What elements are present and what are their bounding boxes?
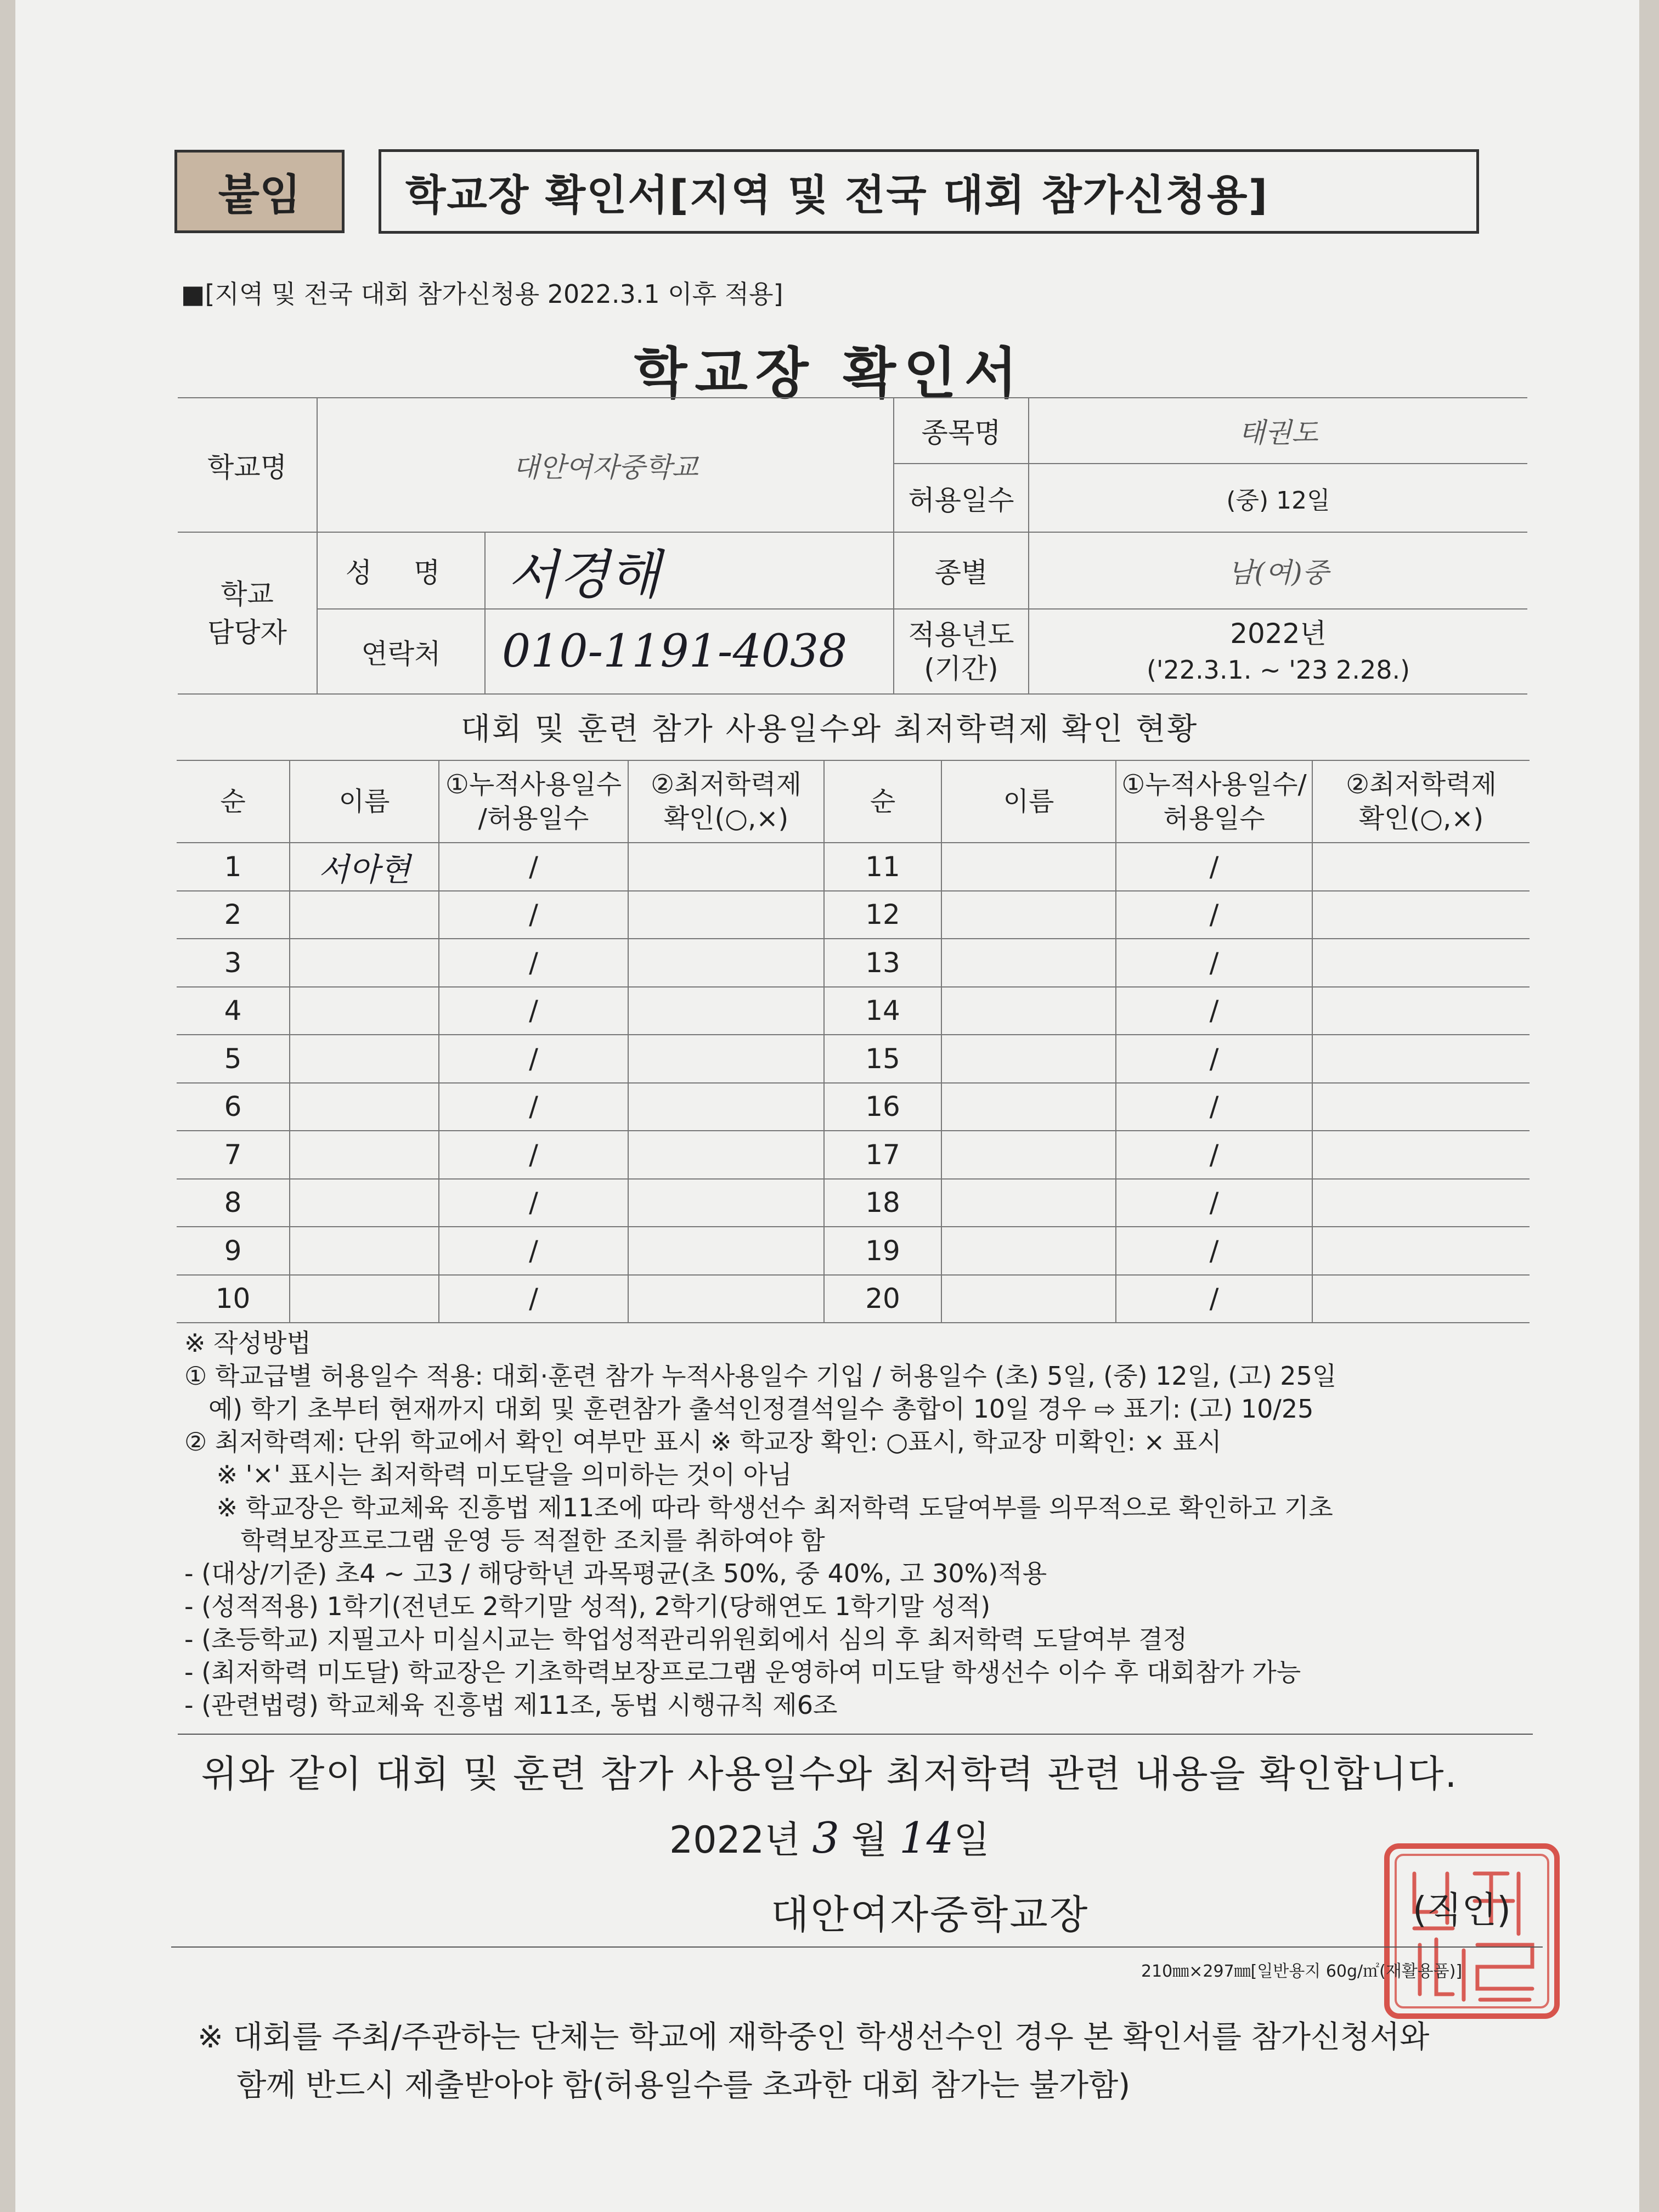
- history-cell-l-days: /: [439, 843, 628, 891]
- history-cell-l-no: 7: [177, 1131, 290, 1179]
- history-cell-l-check: [628, 843, 824, 891]
- history-cell-l-no: 2: [177, 891, 290, 939]
- allowed-days-value: (중) 12일: [1029, 464, 1527, 532]
- history-cell-l-name: [290, 939, 439, 987]
- history-cell-l-name: [290, 1275, 439, 1323]
- history-cell-r-days: /: [1116, 843, 1312, 891]
- history-cell-r-days: /: [1116, 1227, 1312, 1275]
- history-cell-r-days: /: [1116, 1179, 1312, 1227]
- manager-label: 학교 담당자: [178, 532, 317, 694]
- date-year: 2022년: [669, 1819, 800, 1862]
- event-value: 태권도: [1029, 398, 1527, 464]
- history-cell-l-days: /: [439, 987, 628, 1035]
- history-row: [177, 1227, 1530, 1275]
- instructions: [184, 1327, 1336, 1722]
- history-cell-r-no: 13: [824, 939, 941, 987]
- history-cell-r-check: [1312, 939, 1530, 987]
- history-cell-r-days: /: [1116, 1131, 1312, 1179]
- contact-label: 연락처: [317, 609, 485, 694]
- allowed-days-label: 허용일수: [894, 464, 1029, 532]
- divider: [171, 1946, 1543, 1948]
- name-label: 성 명: [317, 532, 485, 609]
- date-month: 3: [812, 1814, 840, 1863]
- history-cell-l-days: /: [439, 1275, 628, 1323]
- principal-name: 대안여자중학교장: [771, 1892, 1090, 1938]
- history-cell-r-name: [941, 1227, 1116, 1275]
- history-cell-r-name: [941, 1179, 1116, 1227]
- history-row: [177, 1083, 1530, 1131]
- instruction-line: ※ 학교장은 학교체육 진흥법 제11조에 따라 학생선수 최저학력 도달여부를 의무적으로 확인하고 기초: [184, 1493, 1333, 1522]
- history-cell-l-no: 10: [177, 1275, 290, 1323]
- history-cell-l-check: [628, 939, 824, 987]
- gender-label: 종별: [894, 532, 1029, 609]
- history-cell-l-days: /: [439, 891, 628, 939]
- history-cell-l-name: [290, 1083, 439, 1131]
- history-cell-l-no: 6: [177, 1083, 290, 1131]
- history-cell-r-days: /: [1116, 1083, 1312, 1131]
- apply-note: ■[지역 및 전국 대회 참가신청용 2022.3.1 이후 적용]: [181, 279, 783, 309]
- history-cell-l-check: [628, 1035, 824, 1083]
- footnote-line: 함께 반드시 제출받아야 함(허용일수를 초과한 대회 참가는 불가함): [198, 2068, 1131, 2103]
- history-cell-l-check: [628, 1227, 824, 1275]
- history-row: [177, 1035, 1530, 1083]
- history-cell-l-name: [290, 1035, 439, 1083]
- date-day-unit: 일: [953, 1819, 990, 1862]
- history-cell-r-check: [1312, 1035, 1530, 1083]
- history-cell-l-check: [628, 1275, 824, 1323]
- history-cell-r-check: [1312, 1083, 1530, 1131]
- instruction-line: - (성적적용) 1학기(전년도 2학기말 성적), 2학기(당해연도 1학기말 성적): [184, 1592, 991, 1621]
- history-row: [177, 891, 1530, 939]
- footnote: [198, 2013, 1429, 2110]
- history-cell-l-name: [290, 1179, 439, 1227]
- history-cell-l-no: 9: [177, 1227, 290, 1275]
- history-header-cell: 순: [824, 760, 941, 843]
- history-cell-l-check: [628, 1131, 824, 1179]
- history-cell-l-name: [290, 1131, 439, 1179]
- history-cell-r-no: 11: [824, 843, 941, 891]
- history-header-cell: 이름: [941, 760, 1116, 843]
- history-cell-l-check: [628, 1083, 824, 1131]
- history-cell-r-no: 20: [824, 1275, 941, 1323]
- history-cell-r-check: [1312, 1179, 1530, 1227]
- history-cell-l-no: 8: [177, 1179, 290, 1227]
- history-cell-r-no: 16: [824, 1083, 941, 1131]
- history-header-cell: ②최저학력제 확인(○,×): [1312, 760, 1530, 843]
- history-header-cell: ①누적사용일수 /허용일수: [439, 760, 628, 843]
- history-cell-r-check: [1312, 1275, 1530, 1323]
- history-cell-l-no: 5: [177, 1035, 290, 1083]
- history-cell-l-no: 1: [177, 843, 290, 891]
- history-cell-r-no: 17: [824, 1131, 941, 1179]
- section-title: 대회 및 훈련 참가 사용일수와 최저학력제 확인 현황: [460, 712, 1199, 747]
- instruction-line: ① 학교급별 허용일수 적용: 대회·훈련 참가 누적사용일수 기입 / 허용일수 (초) 5일, (중) 12일, (고) 25일: [184, 1361, 1337, 1391]
- history-cell-l-days: /: [439, 939, 628, 987]
- instruction-line: 예) 학기 초부터 현재까지 대회 및 훈련참가 출석인정결석일수 총합이 10일 경우 ⇨ 표기: (고) 10/25: [184, 1394, 1314, 1424]
- history-cell-r-days: /: [1116, 1275, 1312, 1323]
- history-cell-r-check: [1312, 843, 1530, 891]
- history-row: [177, 987, 1530, 1035]
- history-cell-r-days: /: [1116, 987, 1312, 1035]
- history-cell-l-days: /: [439, 1083, 628, 1131]
- history-cell-l-days: /: [439, 1179, 628, 1227]
- period-value: ('22.3.1. ~ '23 2.28.): [1146, 654, 1410, 685]
- history-cell-r-name: [941, 1275, 1116, 1323]
- confirm-statement: 위와 같이 대회 및 훈련 참가 사용일수와 최저학력 관련 내용을 확인합니다.: [201, 1753, 1458, 1796]
- contact-value: 010-1191-4038: [485, 609, 894, 694]
- history-cell-l-days: /: [439, 1131, 628, 1179]
- history-cell-r-check: [1312, 1227, 1530, 1275]
- history-cell-r-name: [941, 1035, 1116, 1083]
- history-row: [177, 1275, 1530, 1323]
- history-cell-l-name: [290, 987, 439, 1035]
- history-header-cell: 순: [177, 760, 290, 843]
- history-cell-r-days: /: [1116, 1035, 1312, 1083]
- history-cell-r-no: 12: [824, 891, 941, 939]
- history-cell-r-name: [941, 987, 1116, 1035]
- history-cell-r-check: [1312, 1131, 1530, 1179]
- history-cell-l-check: [628, 987, 824, 1035]
- history-row: [177, 843, 1530, 891]
- divider: [178, 1734, 1533, 1735]
- history-cell-r-check: [1312, 987, 1530, 1035]
- history-cell-r-no: 14: [824, 987, 941, 1035]
- school-label: 학교명: [178, 398, 317, 532]
- history-cell-r-name: [941, 891, 1116, 939]
- history-cell-r-name: [941, 939, 1116, 987]
- history-cell-l-no: 4: [177, 987, 290, 1035]
- history-row: [177, 1131, 1530, 1179]
- history-cell-l-name: [290, 891, 439, 939]
- info-table: [178, 397, 1527, 695]
- manager-name-value: 서경해: [485, 532, 894, 609]
- header-title-box: 학교장 확인서[지역 및 전국 대회 참가신청용]: [379, 149, 1479, 234]
- history-cell-l-no: 3: [177, 939, 290, 987]
- year-label: 적용년도 (기간): [894, 609, 1029, 694]
- seal-label: (직인): [1413, 1889, 1511, 1931]
- paper-spec: 210㎜×297㎜[일반용지 60g/㎡(재활용품)]: [1141, 1962, 1463, 1981]
- history-header-row: [177, 760, 1530, 843]
- instruction-line: 학력보장프로그램 운영 등 적절한 조치를 취하여야 함: [184, 1526, 825, 1555]
- date-month-unit: 월: [851, 1819, 888, 1862]
- history-cell-r-name: [941, 1131, 1116, 1179]
- event-label: 종목명: [894, 398, 1029, 464]
- history-cell-r-no: 15: [824, 1035, 941, 1083]
- history-header-cell: 이름: [290, 760, 439, 843]
- history-cell-l-days: /: [439, 1035, 628, 1083]
- history-cell-r-no: 18: [824, 1179, 941, 1227]
- year-value: 2022년: [1230, 617, 1327, 650]
- gender-value: 남(여)중: [1029, 532, 1527, 609]
- year-cell: [1029, 609, 1527, 694]
- history-cell-r-days: /: [1116, 891, 1312, 939]
- instruction-line: ※ 작성방법: [184, 1328, 311, 1358]
- history-header-cell: ②최저학력제 확인(○,×): [628, 760, 824, 843]
- history-cell-r-days: /: [1116, 939, 1312, 987]
- footnote-line: ※ 대회를 주최/주관하는 단체는 학교에 재학중인 학생선수인 경우 본 확인서를 참가신청서와: [198, 2019, 1430, 2055]
- instruction-line: - (대상/기준) 초4 ~ 고3 / 해당학년 과목평균(초 50%, 중 40%, 고 30%)적용: [184, 1559, 1047, 1588]
- instruction-line: - (최저학력 미도달) 학교장은 기초학력보장프로그램 운영하여 미도달 학생선수 이수 후 대회참가 가능: [184, 1657, 1301, 1687]
- instruction-line: ② 최저학력제: 단위 학교에서 확인 여부만 표시 ※ 학교장 확인: ○표시, 학교장 미확인: × 표시: [184, 1427, 1222, 1457]
- history-cell-l-check: [628, 891, 824, 939]
- history-cell-r-check: [1312, 891, 1530, 939]
- history-row: [177, 939, 1530, 987]
- instruction-line: - (초등학교) 지필고사 미실시교는 학업성적관리위원회에서 심의 후 최저학력 도달여부 결정: [184, 1624, 1188, 1654]
- instruction-line: - (관련법령) 학교체육 진흥법 제11조, 동법 시행규칙 제6조: [184, 1690, 838, 1720]
- history-cell-l-name: 서아현: [290, 843, 439, 891]
- history-row: [177, 1179, 1530, 1227]
- history-cell-l-days: /: [439, 1227, 628, 1275]
- history-cell-l-name: [290, 1227, 439, 1275]
- history-cell-r-name: [941, 843, 1116, 891]
- history-table: [177, 760, 1530, 1323]
- history-cell-l-check: [628, 1179, 824, 1227]
- date-day: 14: [899, 1814, 954, 1863]
- document-title: 학교장 확인서: [634, 341, 1025, 405]
- history-header-cell: ①누적사용일수/ 허용일수: [1116, 760, 1312, 843]
- instruction-line: ※ '×' 표시는 최저학력 미도달을 의미하는 것이 아님: [184, 1460, 792, 1489]
- school-value: 대안여자중학교: [317, 398, 894, 532]
- history-cell-r-no: 19: [824, 1227, 941, 1275]
- history-cell-r-name: [941, 1083, 1116, 1131]
- attachment-badge: 붙임: [174, 150, 345, 233]
